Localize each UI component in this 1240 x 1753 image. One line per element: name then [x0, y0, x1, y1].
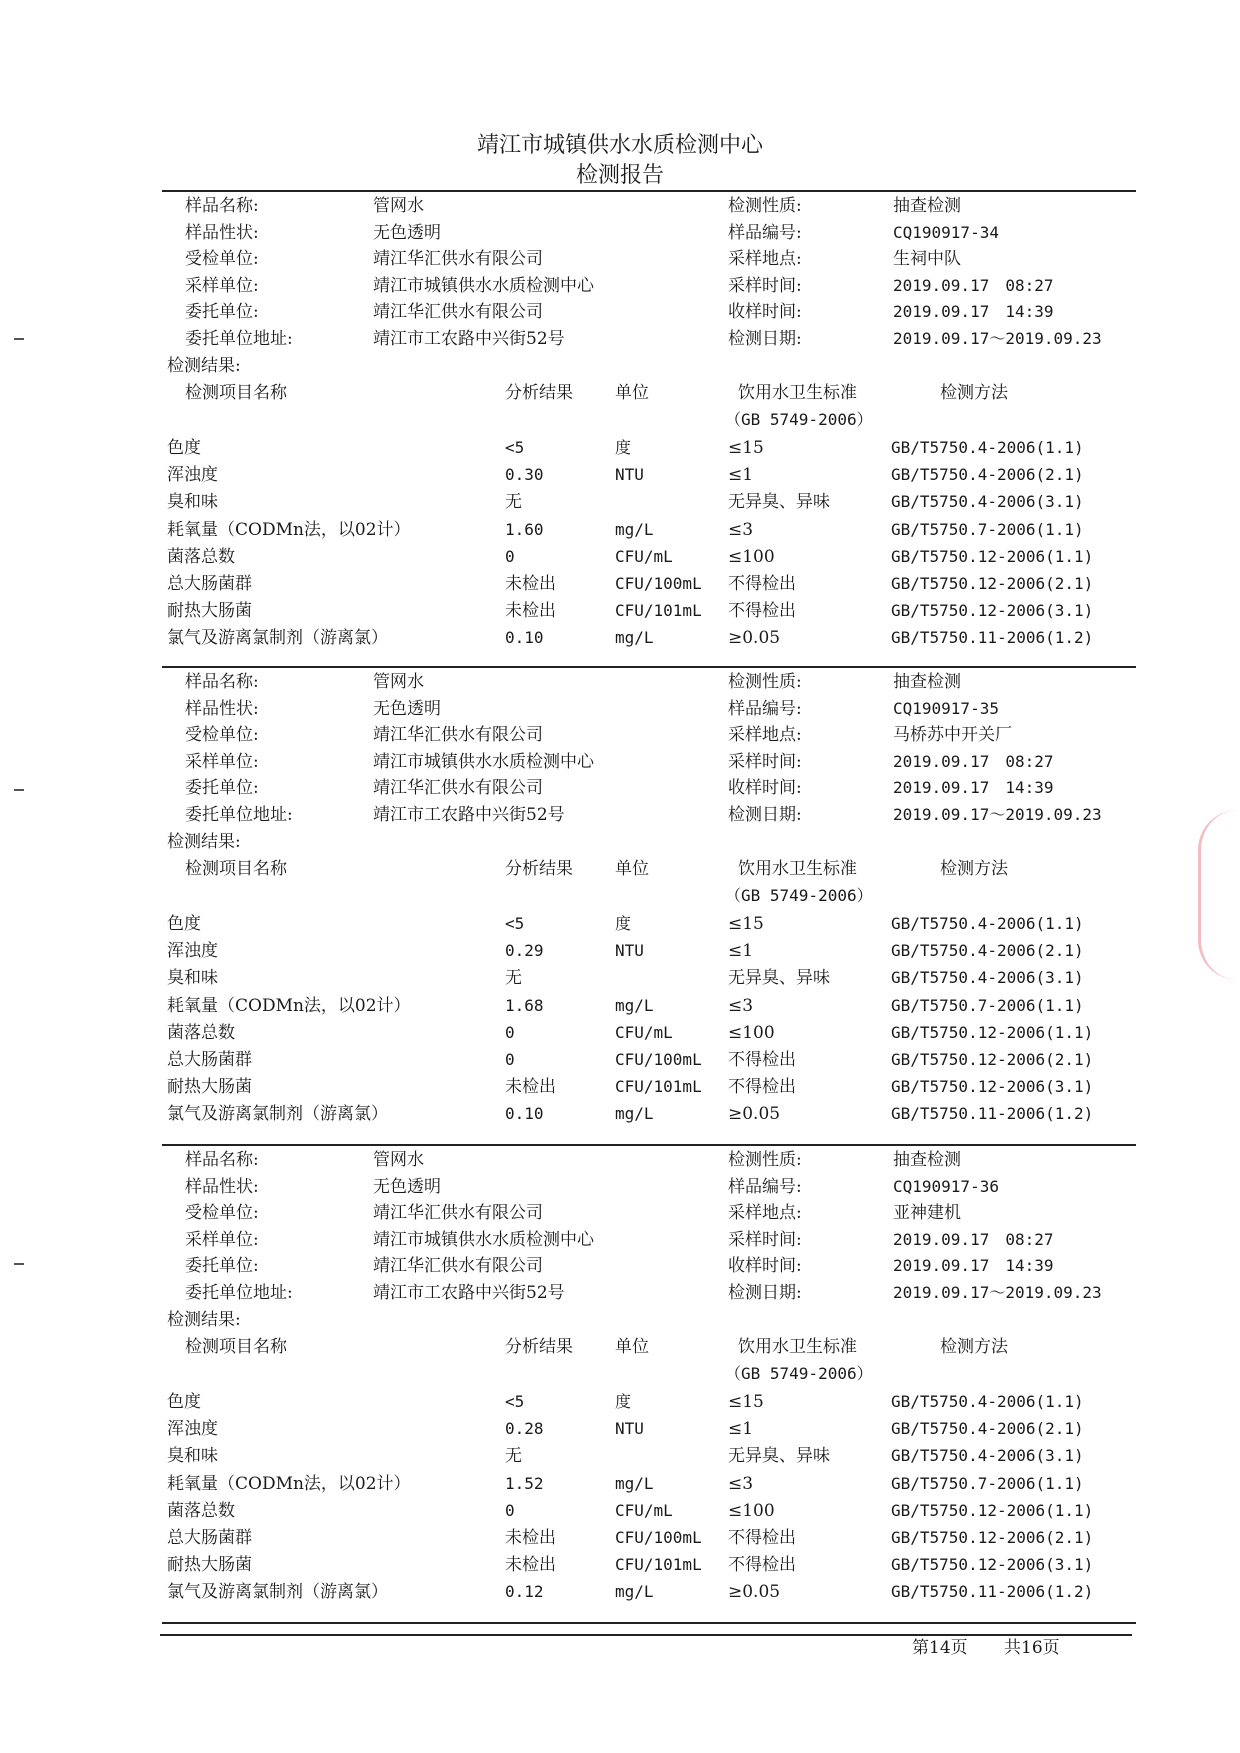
row-unit: CFU/mL [615, 1500, 673, 1520]
row-standard: ≤3 [728, 995, 754, 1016]
row-method: GB/T5750.4-2006(3.1) [891, 968, 1084, 988]
row-item: 耗氧量（CODMn法，以02计） [167, 1473, 411, 1494]
value-sampling_site: 亚神建机 [893, 1203, 961, 1224]
row-result: 1.52 [505, 1473, 544, 1493]
row-method: GB/T5750.4-2006(3.1) [891, 1446, 1084, 1466]
row-standard: ≤100 [728, 1022, 775, 1043]
row-unit: CFU/mL [615, 546, 673, 566]
col-header-standard-code: （GB 5749-2006） [725, 886, 873, 905]
seal-stamp [1198, 810, 1240, 980]
row-standard: 无异臭、异味 [728, 968, 830, 989]
row-method: GB/T5750.12-2006(1.1) [891, 1022, 1094, 1042]
row-standard: 不得检出 [728, 1077, 796, 1098]
label-client_address: 委托单位地址: [185, 805, 293, 825]
row-item: 氯气及游离氯制剂（游离氯） [167, 1104, 388, 1125]
value-client_address: 靖江市工农路中兴街52号 [373, 329, 565, 349]
label-sample_no: 样品编号: [728, 698, 802, 719]
row-unit: CFU/101mL [615, 1555, 702, 1575]
label-sampling_unit: 采样单位: [185, 751, 259, 772]
col-header-result: 分析结果 [505, 383, 573, 403]
col-header-standard: 饮用水卫生标准 [738, 859, 857, 879]
col-header-standard-code: （GB 5749-2006） [725, 1364, 873, 1383]
row-result: 1.68 [505, 995, 544, 1015]
label-sampling_site: 采样地点: [728, 725, 802, 746]
row-standard: ≤100 [728, 1500, 775, 1521]
value-sample_no: CQ190917-34 [893, 222, 999, 242]
row-result: 无 [505, 492, 522, 513]
col-header-result: 分析结果 [505, 859, 573, 879]
value-sampling_time: 2019.09.17 08:27 [893, 1229, 1054, 1249]
label-sampling_time: 采样时间: [728, 275, 802, 296]
row-result: 1.60 [505, 519, 544, 539]
label-inspected_unit: 受检单位: [185, 1203, 259, 1224]
section-rule [162, 1144, 1136, 1146]
row-result: 未检出 [505, 1555, 556, 1576]
label-client_address: 委托单位地址: [185, 329, 293, 349]
row-standard: ≤15 [728, 914, 764, 934]
row-item: 菌落总数 [167, 1022, 235, 1043]
row-unit: mg/L [615, 519, 654, 539]
label-client_unit: 委托单位: [185, 778, 259, 799]
row-unit: NTU [615, 1419, 644, 1439]
results-label: 检测结果: [167, 1310, 241, 1330]
col-header-result: 分析结果 [505, 1337, 573, 1357]
value-sample_no: CQ190917-36 [893, 1176, 999, 1196]
label-sampling_time: 采样时间: [728, 1229, 802, 1250]
row-standard: 无异臭、异味 [728, 492, 830, 513]
row-method: GB/T5750.11-2006(1.2) [891, 1582, 1094, 1602]
value-receipt_time: 2019.09.17 14:39 [893, 302, 1054, 322]
footer-rule [160, 1634, 1132, 1636]
col-header-standard: 饮用水卫生标准 [738, 1337, 857, 1357]
col-header-method: 检测方法 [940, 383, 1008, 403]
row-standard: 不得检出 [728, 1555, 796, 1576]
label-sample_no: 样品编号: [728, 222, 802, 243]
value-sample_state: 无色透明 [373, 222, 441, 243]
row-standard: 不得检出 [728, 574, 796, 594]
row-unit: CFU/mL [615, 1022, 673, 1042]
row-method: GB/T5750.4-2006(3.1) [891, 492, 1084, 512]
row-standard: ≤1 [728, 465, 754, 486]
row-method: GB/T5750.4-2006(2.1) [891, 941, 1084, 961]
label-test_date: 检测日期: [728, 329, 802, 349]
label-receipt_time: 收样时间: [728, 778, 802, 799]
row-unit: NTU [615, 941, 644, 961]
row-item: 浑浊度 [167, 1419, 218, 1440]
row-standard: 不得检出 [728, 601, 796, 622]
row-result: 未检出 [505, 1077, 556, 1098]
row-item: 总大肠菌群 [167, 574, 252, 594]
row-standard: ≤15 [728, 438, 764, 458]
row-method: GB/T5750.12-2006(3.1) [891, 601, 1094, 621]
row-standard: ≤3 [728, 519, 754, 540]
value-test_nature: 抽查检测 [893, 672, 961, 692]
section-rule [162, 666, 1136, 668]
row-standard: 不得检出 [728, 1528, 796, 1548]
row-unit: 度 [615, 914, 632, 933]
value-sampling_site: 生祠中队 [893, 249, 961, 270]
row-result: 0 [505, 1500, 515, 1520]
col-header-unit: 单位 [615, 383, 649, 403]
row-unit: mg/L [615, 628, 654, 648]
row-method: GB/T5750.4-2006(2.1) [891, 465, 1084, 485]
value-client_unit: 靖江华汇供水有限公司 [373, 1256, 543, 1277]
row-unit: mg/L [615, 1582, 654, 1602]
row-method: GB/T5750.4-2006(1.1) [891, 914, 1084, 933]
label-test_nature: 检测性质: [728, 1150, 802, 1170]
label-sampling_unit: 采样单位: [185, 1229, 259, 1250]
value-test_date: 2019.09.17～2019.09.23 [893, 805, 1102, 824]
row-method: GB/T5750.12-2006(3.1) [891, 1555, 1094, 1575]
label-sample_state: 样品性状: [185, 1176, 259, 1197]
label-sampling_site: 采样地点: [728, 249, 802, 270]
row-standard: ≤15 [728, 1392, 764, 1412]
row-item: 总大肠菌群 [167, 1050, 252, 1070]
value-test_nature: 抽查检测 [893, 196, 961, 216]
row-method: GB/T5750.11-2006(1.2) [891, 628, 1094, 648]
row-standard: ≤100 [728, 546, 775, 567]
row-method: GB/T5750.4-2006(2.1) [891, 1419, 1084, 1439]
row-standard: ≥0.05 [728, 1104, 781, 1125]
row-item: 浑浊度 [167, 465, 218, 486]
section-rule [162, 190, 1136, 192]
results-label: 检测结果: [167, 832, 241, 852]
col-header-item: 检测项目名称 [185, 1337, 287, 1357]
row-unit: mg/L [615, 995, 654, 1015]
row-item: 氯气及游离氯制剂（游离氯） [167, 628, 388, 649]
row-method: GB/T5750.7-2006(1.1) [891, 519, 1084, 539]
value-sampling_site: 马桥苏中开关厂 [893, 725, 1012, 746]
label-client_unit: 委托单位: [185, 1256, 259, 1277]
col-header-method: 检测方法 [940, 1337, 1008, 1357]
value-inspected_unit: 靖江华汇供水有限公司 [373, 249, 543, 270]
value-client_address: 靖江市工农路中兴街52号 [373, 805, 565, 825]
binding-mark [14, 789, 24, 791]
value-sample_state: 无色透明 [373, 698, 441, 719]
label-test_nature: 检测性质: [728, 196, 802, 216]
row-result: <5 [505, 1392, 525, 1411]
row-item: 浑浊度 [167, 941, 218, 962]
row-method: GB/T5750.12-2006(2.1) [891, 1050, 1094, 1069]
label-sample_state: 样品性状: [185, 222, 259, 243]
label-test_nature: 检测性质: [728, 672, 802, 692]
row-result: 0 [505, 546, 515, 566]
row-item: 色度 [167, 438, 201, 458]
label-client_unit: 委托单位: [185, 302, 259, 323]
row-method: GB/T5750.7-2006(1.1) [891, 995, 1084, 1015]
label-inspected_unit: 受检单位: [185, 249, 259, 270]
value-inspected_unit: 靖江华汇供水有限公司 [373, 725, 543, 746]
value-sample_no: CQ190917-35 [893, 698, 999, 718]
label-sample_no: 样品编号: [728, 1176, 802, 1197]
value-sampling_unit: 靖江市城镇供水水质检测中心 [373, 1229, 594, 1250]
value-test_date: 2019.09.17～2019.09.23 [893, 1283, 1102, 1302]
row-item: 耐热大肠菌 [167, 1077, 252, 1098]
value-sample_name: 管网水 [373, 196, 424, 216]
row-method: GB/T5750.12-2006(2.1) [891, 1528, 1094, 1547]
row-item: 耐热大肠菌 [167, 601, 252, 622]
row-standard: ≤1 [728, 1419, 754, 1440]
label-sampling_unit: 采样单位: [185, 275, 259, 296]
value-inspected_unit: 靖江华汇供水有限公司 [373, 1203, 543, 1224]
row-result: <5 [505, 914, 525, 933]
col-header-standard-code: （GB 5749-2006） [725, 410, 873, 429]
row-result: 0.12 [505, 1582, 544, 1602]
label-test_date: 检测日期: [728, 1283, 802, 1303]
row-unit: mg/L [615, 1104, 654, 1124]
row-unit: NTU [615, 465, 644, 485]
label-sample_state: 样品性状: [185, 698, 259, 719]
value-sampling_time: 2019.09.17 08:27 [893, 275, 1054, 295]
row-standard: 无异臭、异味 [728, 1446, 830, 1467]
row-result: 0.10 [505, 1104, 544, 1124]
row-method: GB/T5750.7-2006(1.1) [891, 1473, 1084, 1493]
section-rule [162, 1622, 1136, 1624]
row-method: GB/T5750.4-2006(1.1) [891, 438, 1084, 457]
row-unit: 度 [615, 438, 632, 457]
row-standard: 不得检出 [728, 1050, 796, 1070]
row-unit: CFU/100mL [615, 1528, 702, 1547]
value-sampling_time: 2019.09.17 08:27 [893, 751, 1054, 771]
row-result: 0 [505, 1050, 515, 1069]
label-receipt_time: 收样时间: [728, 302, 802, 323]
label-test_date: 检测日期: [728, 805, 802, 825]
row-unit: 度 [615, 1392, 632, 1411]
row-item: 臭和味 [167, 968, 218, 989]
row-standard: ≤3 [728, 1473, 754, 1494]
results-label: 检测结果: [167, 356, 241, 376]
col-header-method: 检测方法 [940, 859, 1008, 879]
row-result: 0.30 [505, 465, 544, 485]
label-client_address: 委托单位地址: [185, 1283, 293, 1303]
col-header-unit: 单位 [615, 1337, 649, 1357]
org-title: 靖江市城镇供水水质检测中心 [476, 133, 763, 158]
row-method: GB/T5750.11-2006(1.2) [891, 1104, 1094, 1124]
value-sampling_unit: 靖江市城镇供水水质检测中心 [373, 275, 594, 296]
value-sample_name: 管网水 [373, 672, 424, 692]
row-unit: CFU/100mL [615, 574, 702, 593]
label-sample_name: 样品名称: [185, 672, 259, 692]
row-item: 臭和味 [167, 492, 218, 513]
row-standard: ≥0.05 [728, 628, 781, 649]
row-result: 0.10 [505, 628, 544, 648]
value-client_unit: 靖江华汇供水有限公司 [373, 778, 543, 799]
report-title: 检测报告 [575, 163, 664, 188]
row-unit: mg/L [615, 1473, 654, 1493]
row-result: 0 [505, 1022, 515, 1042]
row-standard: ≥0.05 [728, 1582, 781, 1603]
row-item: 耐热大肠菌 [167, 1555, 252, 1576]
label-receipt_time: 收样时间: [728, 1256, 802, 1277]
row-item: 臭和味 [167, 1446, 218, 1467]
row-result: 无 [505, 968, 522, 989]
row-result: 0.29 [505, 941, 544, 961]
label-inspected_unit: 受检单位: [185, 725, 259, 746]
binding-mark [14, 338, 24, 340]
row-method: GB/T5750.12-2006(1.1) [891, 546, 1094, 566]
row-result: 未检出 [505, 574, 556, 594]
value-client_unit: 靖江华汇供水有限公司 [373, 302, 543, 323]
value-receipt_time: 2019.09.17 14:39 [893, 1256, 1054, 1276]
label-sample_name: 样品名称: [185, 1150, 259, 1170]
label-sample_name: 样品名称: [185, 196, 259, 216]
row-result: <5 [505, 438, 525, 457]
col-header-standard: 饮用水卫生标准 [738, 383, 857, 403]
row-method: GB/T5750.4-2006(1.1) [891, 1392, 1084, 1411]
row-method: GB/T5750.12-2006(1.1) [891, 1500, 1094, 1520]
row-result: 未检出 [505, 601, 556, 622]
row-method: GB/T5750.12-2006(2.1) [891, 574, 1094, 593]
value-receipt_time: 2019.09.17 14:39 [893, 778, 1054, 798]
row-unit: CFU/100mL [615, 1050, 702, 1069]
row-item: 总大肠菌群 [167, 1528, 252, 1548]
row-item: 氯气及游离氯制剂（游离氯） [167, 1582, 388, 1603]
row-item: 菌落总数 [167, 546, 235, 567]
label-sampling_time: 采样时间: [728, 751, 802, 772]
row-result: 无 [505, 1446, 522, 1467]
label-sampling_site: 采样地点: [728, 1203, 802, 1224]
value-sampling_unit: 靖江市城镇供水水质检测中心 [373, 751, 594, 772]
row-result: 0.28 [505, 1419, 544, 1439]
value-sample_state: 无色透明 [373, 1176, 441, 1197]
row-unit: CFU/101mL [615, 1077, 702, 1097]
value-test_date: 2019.09.17～2019.09.23 [893, 329, 1102, 348]
row-item: 色度 [167, 914, 201, 934]
row-unit: CFU/101mL [615, 601, 702, 621]
col-header-unit: 单位 [615, 859, 649, 879]
row-result: 未检出 [505, 1528, 556, 1548]
page-number: 第14页 [912, 1638, 968, 1658]
col-header-item: 检测项目名称 [185, 383, 287, 403]
value-test_nature: 抽查检测 [893, 1150, 961, 1170]
value-client_address: 靖江市工农路中兴街52号 [373, 1283, 565, 1303]
row-item: 色度 [167, 1392, 201, 1412]
row-method: GB/T5750.12-2006(3.1) [891, 1077, 1094, 1097]
page-total: 共16页 [1004, 1638, 1060, 1658]
row-standard: ≤1 [728, 941, 754, 962]
binding-mark [14, 1263, 24, 1265]
col-header-item: 检测项目名称 [185, 859, 287, 879]
row-item: 耗氧量（CODMn法，以02计） [167, 995, 411, 1016]
value-sample_name: 管网水 [373, 1150, 424, 1170]
row-item: 耗氧量（CODMn法，以02计） [167, 519, 411, 540]
row-item: 菌落总数 [167, 1500, 235, 1521]
